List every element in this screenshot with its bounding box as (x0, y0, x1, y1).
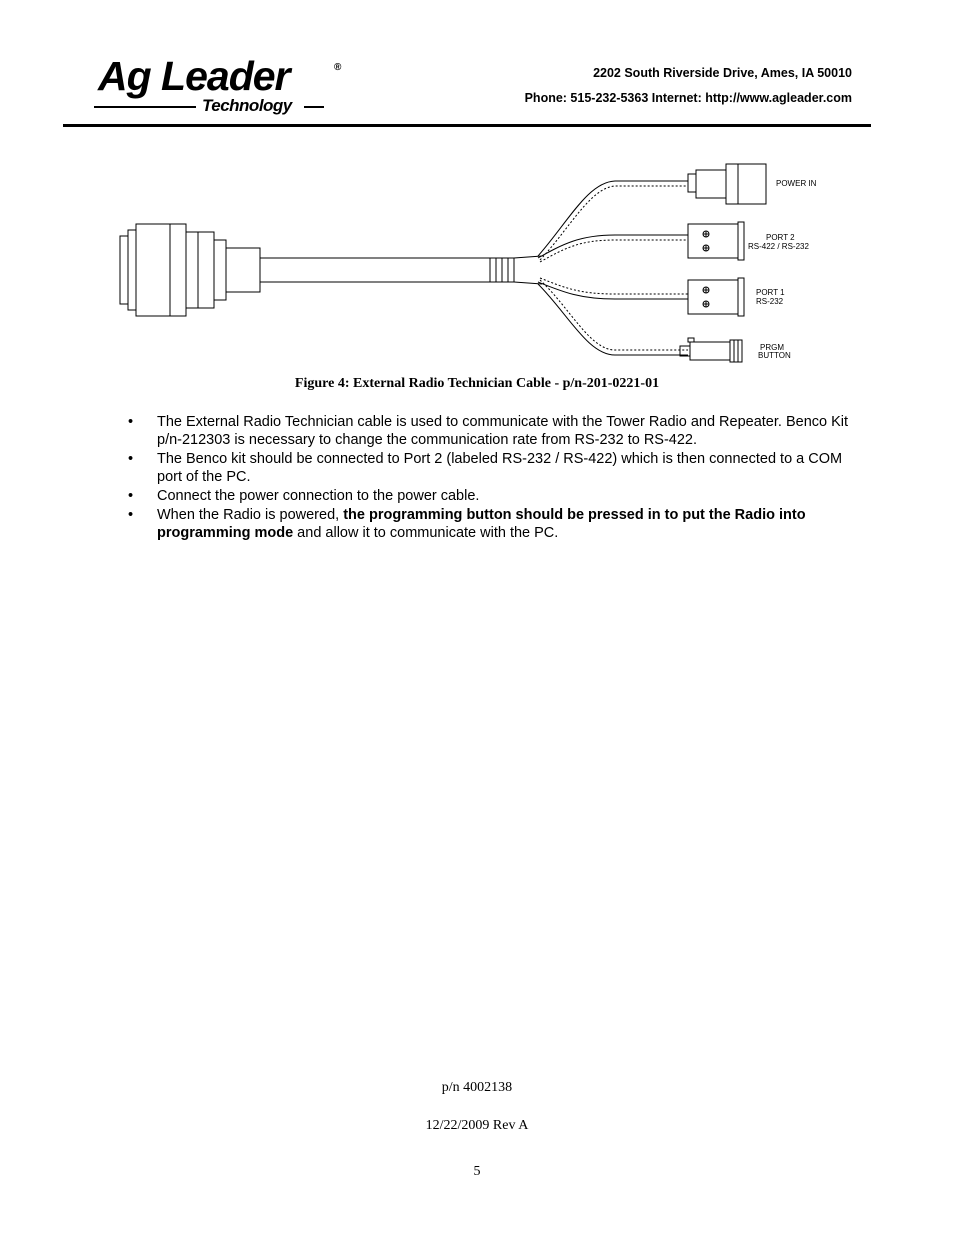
power-in-connector (688, 164, 766, 204)
bullet-text-pre: When the Radio is powered, (157, 507, 344, 523)
bullet-text-bold: the programming button should be pressed in to put the Radio into programming mode (157, 507, 806, 541)
prgm-label-line1: PRGM (760, 343, 784, 352)
cable-branches (540, 186, 688, 350)
list-item (128, 487, 868, 505)
port2-label-line2: RS-422 / RS-232 (748, 242, 809, 251)
bullet-text: Connect the power connection to the power cable. (157, 488, 480, 504)
radio-circular-connector (120, 224, 260, 316)
bullet-icon: • (128, 451, 134, 467)
bullet-text: The Benco kit should be connected to Port 2 (labeled RS-232 / RS-422) which is then connected to a COM port of the PC. (157, 451, 843, 485)
bullet-icon: • (128, 414, 134, 430)
port2-label-line1: PORT 2 (766, 233, 795, 242)
figure-caption: Figure 4: External Radio Technician Cable - p/n-201-0221-01 (294, 376, 660, 391)
port1-connector (688, 278, 744, 316)
port1-label-line1: PORT 1 (756, 288, 785, 297)
header-rule (63, 124, 871, 127)
power-in-label: POWER IN (776, 179, 817, 188)
footer-date-rev: 12/22/2009 Rev A (425, 1118, 529, 1133)
list-item (128, 450, 868, 486)
main-cable (260, 256, 542, 284)
logo-registered-mark: ® (334, 62, 342, 73)
bullet-text-post: and allow it to communicate with the PC. (293, 525, 559, 541)
company-address: 2202 South Riverside Drive, Ames, IA 50010 (593, 66, 852, 80)
port1-label-line2: RS-232 (756, 297, 784, 306)
list-item (128, 506, 868, 542)
logo-sub-text: Technology (202, 96, 292, 115)
list-item (128, 413, 868, 449)
bullet-list (128, 413, 868, 543)
bullet-icon: • (128, 488, 134, 504)
prgm-label-line2: BUTTON (758, 351, 791, 360)
logo-underline-left (94, 106, 196, 108)
program-button-connector (680, 338, 742, 362)
footer-page-number: 5 (473, 1164, 481, 1179)
bullet-text: The External Radio Technician cable is used to communicate with the Tower Radio and Repeater. Benco Kit p/n-212303 is necessary to change the communication rate from RS-232 to RS-422. (157, 414, 849, 448)
footer-part-number: p/n 4002138 (441, 1080, 513, 1095)
cable-branch-edges (538, 181, 688, 355)
logo-main-text: Ag Leader (98, 53, 290, 99)
port2-connector (688, 222, 744, 260)
cable-diagram (110, 158, 830, 368)
logo-underline-right (304, 106, 324, 108)
company-logo (94, 54, 354, 120)
company-contact: Phone: 515-232-5363 Internet: http://www.agleader.com (524, 91, 852, 105)
bullet-icon: • (128, 507, 134, 523)
